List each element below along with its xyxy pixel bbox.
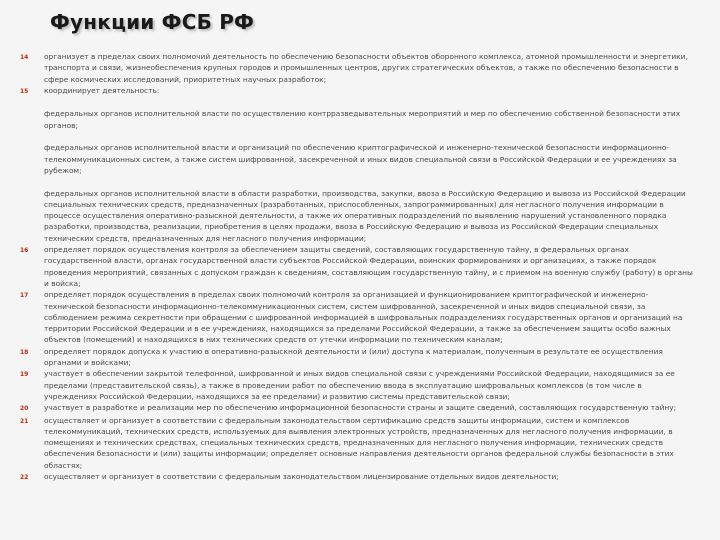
list-item — [20, 368, 694, 402]
slide-title: Функции ФСБ РФ — [50, 10, 255, 34]
item-number: 20 — [20, 405, 29, 413]
list-item — [20, 471, 694, 483]
item-number: 15 — [20, 87, 29, 95]
item-text: организует в пределах своих полномочий деятельность по обеспечению безопасности объектов оборонного комплекса, атомной промышленности и энергетики, транспорта и связи, жизнеобеспечения крупных городов и промышленных центров, других стратегических объектов, а также по обеспечению безопасности в сфере космических исследований, приоритетных научных разработок; — [44, 52, 688, 84]
list-item — [20, 51, 694, 85]
item-text: участвует в разработке и реализации мер по обеспечению информационной безопасности страны и защите сведений, составляющих государственную тайну; — [44, 403, 677, 413]
list-item — [20, 289, 694, 345]
item-number: 19 — [20, 371, 29, 379]
list-item — [20, 85, 694, 97]
sub-item: федеральных органов исполнительной власти и организаций по обеспечению криптографической и инженерно-технической безопасности информационно-телекоммуникационных систем, а также систем шифрованной, засекреченной и иных видов специальной связи в Российской Федерации и ее учреждениях за рубежом; — [44, 143, 677, 175]
sub-item: федеральных органов исполнительной власти в области разработки, производства, закупки, ввоза в Российскую Федерацию и вывоза из Российской Федерации специальных технических средств, предназначенных (разработанных, приспособленных, запрограммированных) для негласного получения информации в процессе осуществления оперативно-разыскной деятельности, а также их оперативных подразделений по выявлению нарушений установленного порядка разработки, производства, реализации, приобретения в целях продажи, ввоза в Российскую Федерацию и вывоза из Российской Федерации специальных технических средств, предназначенных для негласного получения информации; — [44, 188, 686, 243]
item-text: осуществляет и организует в соответствии с федеральным законодательством лицензирование отдельных видов деятельности; — [44, 471, 559, 481]
item-text: определяет порядок осуществления контроля за обеспечением защиты сведений, составляющих государственную тайну, в федеральных органах государственной власти, органах государственной власти субъектов Российской Федерации, воинских формированиях и организациях, а также порядок проведения мероприятий, связанных с допуском граждан к сведениям, составляющим государственную тайну, и с приемом на военную службу (работу) в органы и войска; — [44, 245, 693, 288]
item-number: 21 — [20, 417, 29, 425]
list-item — [20, 244, 694, 289]
item-number: 16 — [20, 247, 29, 255]
item-number: 17 — [20, 292, 29, 300]
item-number: 14 — [20, 54, 29, 61]
item-text: определяет порядок осуществления в пределах своих полномочий контроля за организацией и функционированием криптографической и инженерно-технической безопасности информационно-телекоммуникационных систем, систем шифрованной, засекреченной и иных видов специальной связи, за соблюдением режима секретности при обращении с шифрованной информацией в шифровальных подразделениях государственных органов и организаций на территории Российской Федерации и в ее учреждениях, находящихся за пределами Российской Федерации, а также за обеспечением защиты особо важных объектов (помещений) и находящихся в них технических средств от утечки информации по техническим каналам; — [44, 290, 683, 345]
item-text: координирует деятельность: — [44, 85, 160, 95]
list-item — [20, 415, 694, 471]
sub-item: федеральных органов исполнительной власти по осуществлению контрразведывательных мероприятий и мер по обеспечению собственной безопасности этих органов; — [44, 109, 681, 130]
item-text: участвует в обеспечении закрытой телефонной, шифрованной и иных видов специальной связи с учреждениями Российской Федерации, находящимися за ее пределами (представительской связь), а также в проведении работ по обеспечению ввода в эксплуатацию шифровальных комплексов (в том числе в учреждениях Российской Федерации, находящихся за ее пределами) и развитию системы представительской связи; — [44, 369, 675, 401]
list-item — [20, 346, 694, 369]
list-item — [20, 402, 694, 414]
item-number: 22 — [20, 473, 29, 481]
item-text: осуществляет и организует в соответствии с федеральным законодательством сертификацию средств защиты информации, систем и комплексов телекоммуникаций, технических средств, используемых для выявления электронных устройств, предназначенных для негласного получения информации, в помещениях и технических средствах, специальных технических средств, предназначенных для негласного получения информации, технических средств обеспечения безопасности и (или) защиты информации; определяет основные направления деятельности органов федеральной службы безопасности в этих областях; — [44, 415, 674, 470]
item-number: 18 — [20, 348, 29, 356]
item-text: определяет порядок допуска к участию в оперативно-разыскной деятельности и (или) доступа к материалам, полученным в результате ее осуществления органами и войсками; — [44, 346, 663, 368]
functions-list — [20, 51, 694, 483]
